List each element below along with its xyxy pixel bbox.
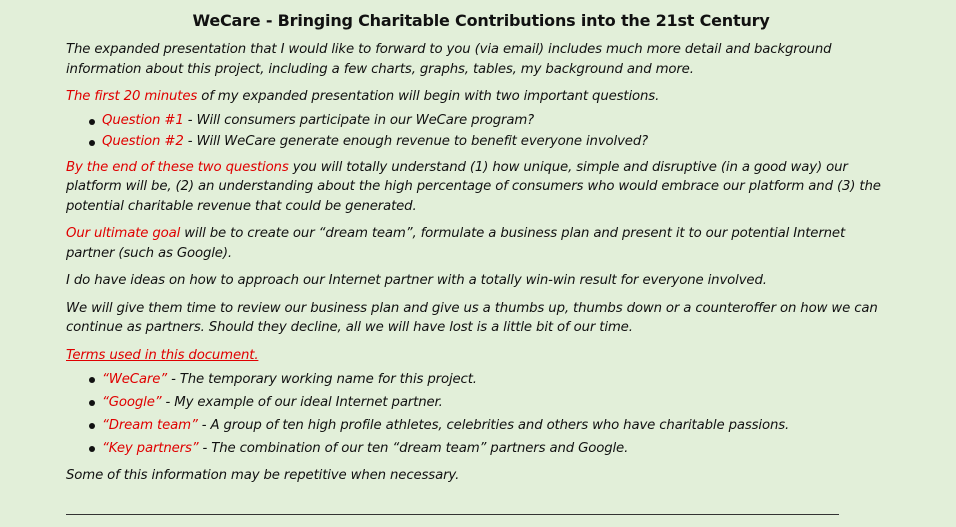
term-definition: - My example of our ideal Internet partner. (161, 395, 443, 410)
question-text: - Will WeCare generate enough revenue to benefit everyone involved? (183, 133, 649, 149)
first-20-text: of my expanded presentation will begin with two important questions. (197, 89, 660, 104)
list-item (102, 391, 896, 414)
document-title: WeCare - Bringing Charitable Contributions into the 21st Century (192, 11, 770, 30)
goal-highlight: Our ultimate goal (66, 226, 181, 241)
review-paragraph: We will give them time to review our business plan and give us a thumbs up, thumbs down or a counteroffer on how we can continue as partners. Should they decline, all we will have lost is a little bit of our time. (66, 300, 878, 335)
list-item (102, 437, 896, 460)
terms-heading-link: Terms used in this document. (66, 347, 259, 363)
terms-list (66, 368, 896, 460)
list-item (102, 131, 896, 152)
by-end-highlight: By the end of these two questions (66, 159, 289, 175)
by-end-text: you will totally understand (1) how unique, simple and disruptive (in a good way) our platform will be, (2) an understanding about the high percentage of consumers who would embrace our platform and (3) the potential charitable revenue that could be generated. (66, 159, 881, 214)
by-end-paragraph (66, 158, 896, 217)
closing-paragraph: Some of this information may be repetitive when necessary. (66, 468, 460, 483)
question-label: Question #2 (102, 133, 184, 149)
question-label: Question #1 (102, 112, 184, 128)
first-20-paragraph (66, 87, 896, 107)
goal-paragraph (66, 224, 896, 263)
term-label: “WeCare” (102, 372, 167, 387)
first-20-highlight: The first 20 minutes (66, 89, 198, 104)
term-label: “Dream team” (102, 418, 198, 433)
term-label: “Key partners” (102, 441, 199, 456)
question-text: - Will consumers participate in our WeCare program? (183, 112, 535, 128)
term-definition: - The temporary working name for this project. (167, 372, 477, 387)
divider-line (66, 514, 839, 515)
list-item (102, 414, 896, 437)
goal-text: will be to create our “dream team”, formulate a business plan and present it to our potential Internet partner (such as Google). (66, 226, 846, 261)
ideas-paragraph: I do have ideas on how to approach our Internet partner with a totally win-win result for everyone involved. (66, 273, 767, 288)
term-label: “Google” (102, 395, 162, 410)
terms-heading (66, 346, 896, 366)
term-definition: - A group of ten high profile athletes, celebrities and others who have charitable passions. (197, 418, 790, 433)
term-definition: - The combination of our ten “dream team” partners and Google. (198, 441, 629, 456)
questions-list (66, 110, 896, 152)
list-item (102, 368, 896, 391)
list-item (102, 110, 896, 131)
intro-paragraph: The expanded presentation that I would like to forward to you (via email) includes much more detail and background information about this project, including a few charts, graphs, tables, my background and more. (66, 42, 832, 77)
